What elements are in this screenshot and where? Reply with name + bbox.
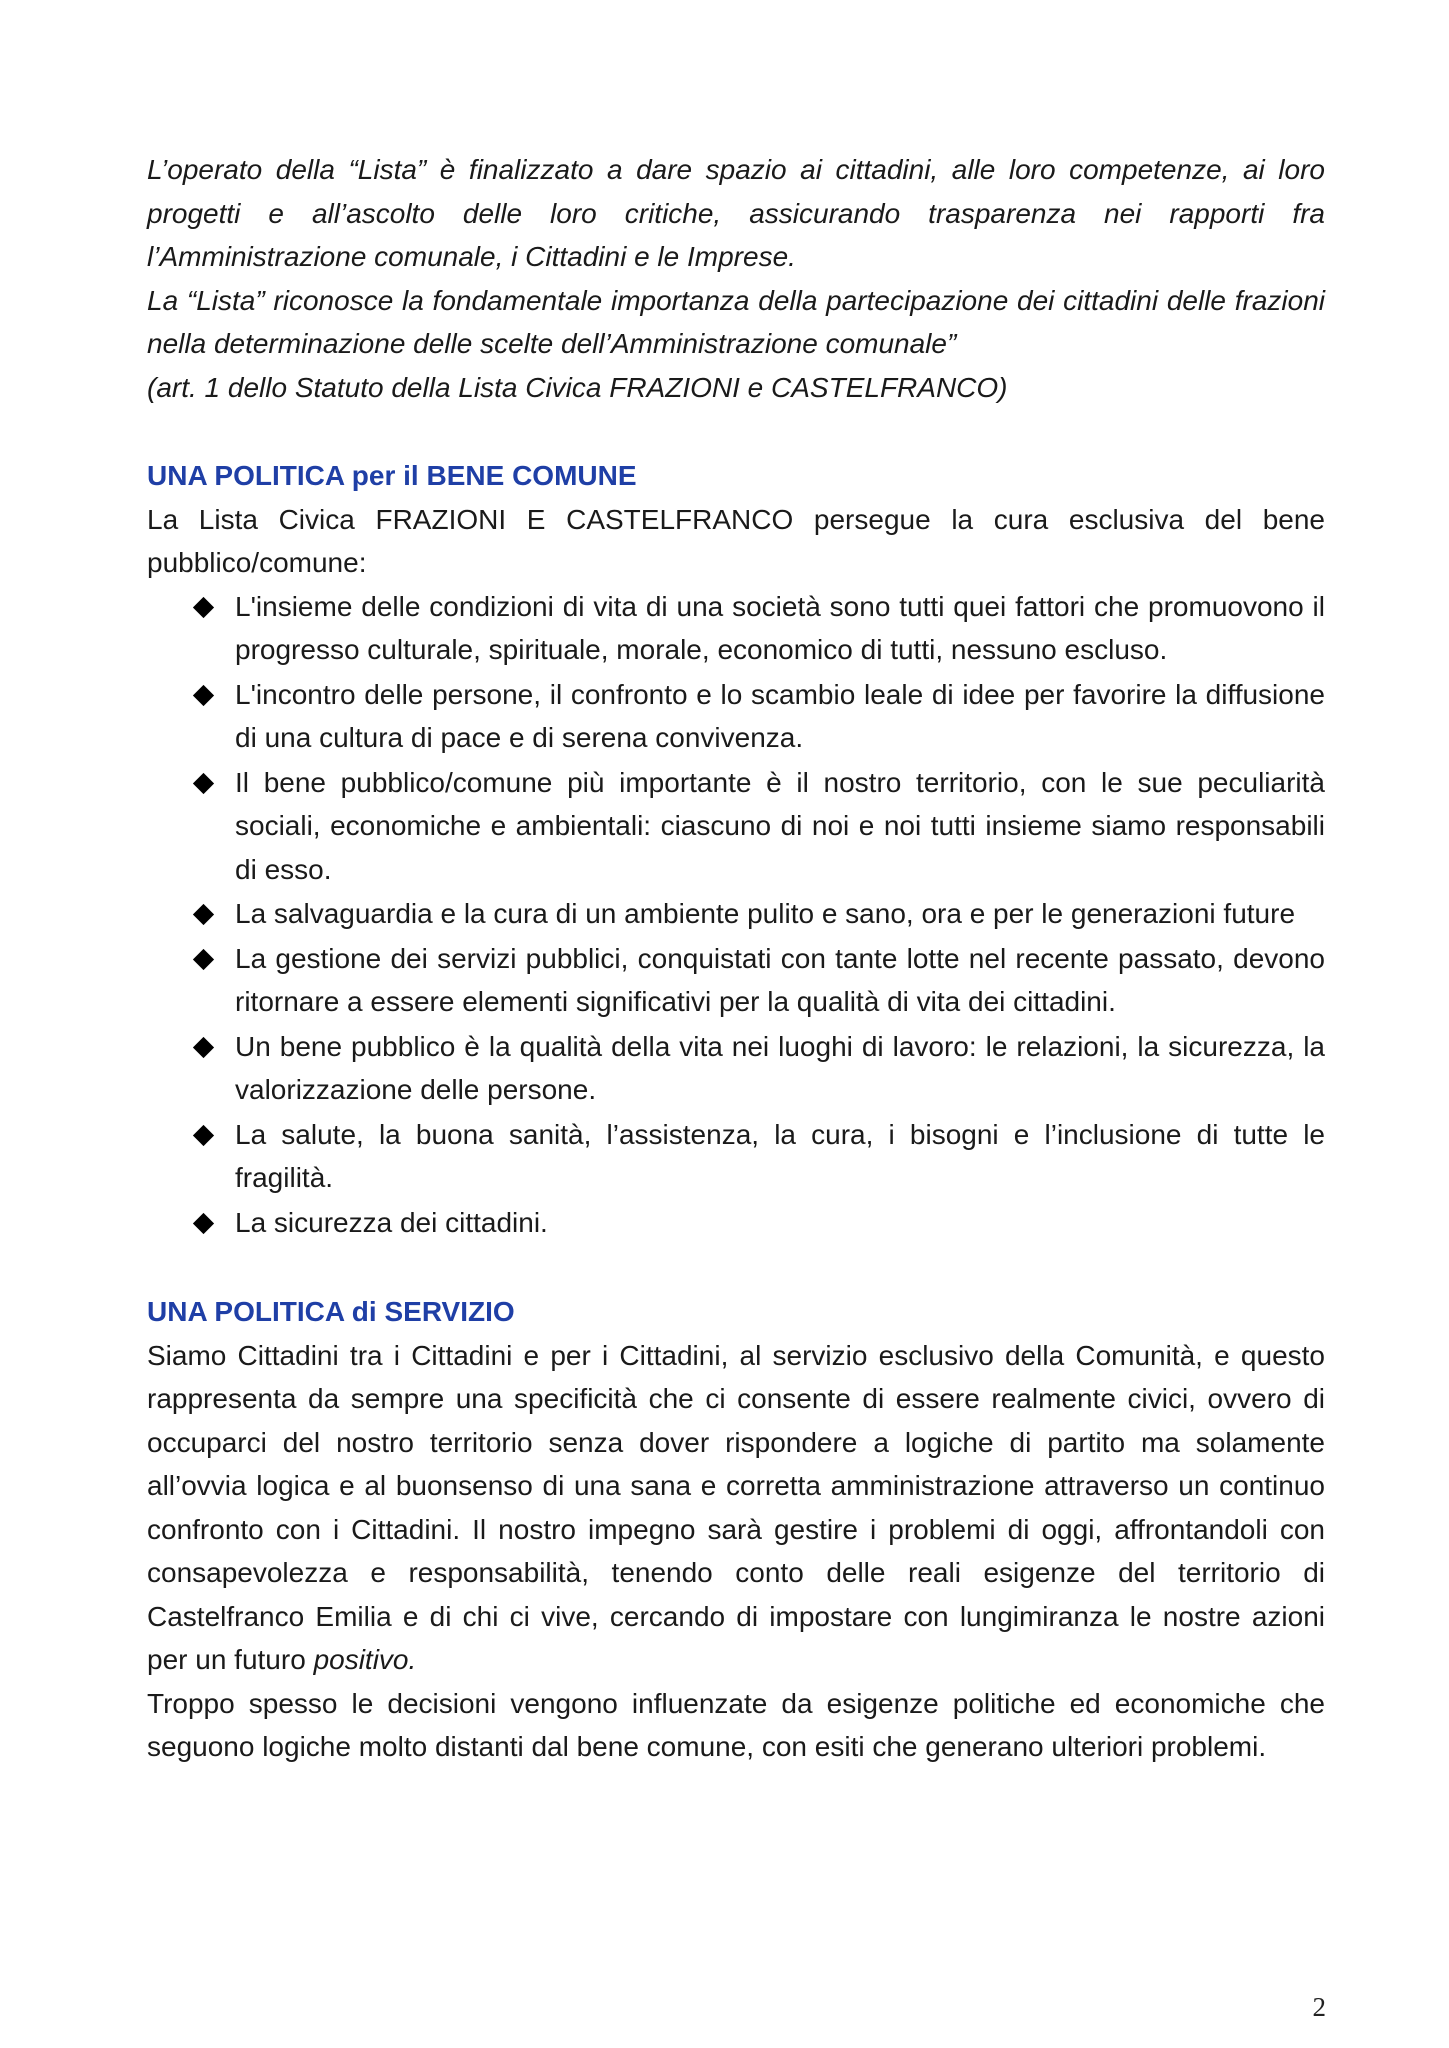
bullet-text: La gestione dei servizi pubblici, conquistati con tante lotte nel recente passato, devono ritornare a essere elementi significativi per la qualità di vita dei cittadini. (235, 942, 1325, 1017)
diamond-bullet-icon (193, 596, 214, 617)
list-item (147, 1025, 1325, 1112)
servizio-paragraph-2: Troppo spesso le decisioni vengono influenzate da esigenze politiche ed economiche che seguono logiche molto distanti dal bene comune, con esiti che generano ulteriori problemi. (147, 1687, 1325, 1762)
diamond-bullet-icon (193, 904, 214, 925)
servizio-paragraph-1-main: Siamo Cittadini tra i Cittadini e per i Cittadini, al servizio esclusivo della Comunità, e questo rappresenta da sempre una specificità che ci consente di essere realmente civici, ovvero di occuparci del nostro territorio senza dover rispondere a logiche di partito ma solamente all’ovvia logica e al buonsenso di una sana e corretta amministrazione attraverso un continuo confronto con i Cittadini. Il nostro impegno sarà gestire i problemi di oggi, affrontandoli con consapevolezza e responsabilità, tenendo conto delle reali esigenze del territorio di Castelfranco Emilia e di chi ci vive, cercando di impostare con lungimiranza le nostre azioni per un futuro (147, 1339, 1325, 1675)
page-content (147, 148, 1325, 1769)
servizio-paragraph-1-italic: positivo. (313, 1644, 417, 1675)
list-item (147, 761, 1325, 892)
heading-servizio: UNA POLITICA di SERVIZIO (147, 1296, 515, 1327)
diamond-bullet-icon (193, 772, 214, 793)
heading-bene-comune: UNA POLITICA per il BENE COMUNE (147, 460, 637, 491)
servizio-paragraph-1 (147, 1334, 1325, 1682)
diamond-bullet-icon (193, 1124, 214, 1145)
bullet-text: La salute, la buona sanità, l’assistenza, la cura, i bisogni e l’inclusione di tutte le fragilità. (235, 1118, 1325, 1193)
bullet-text: Un bene pubblico è la qualità della vita nei luoghi di lavoro: le relazioni, la sicurezza, la valorizzazione delle persone. (235, 1030, 1325, 1105)
section-spacer (147, 409, 1325, 454)
diamond-bullet-icon (193, 1036, 214, 1057)
bene-comune-bullet-list (147, 585, 1325, 1245)
bullet-text: La sicurezza dei cittadini. (235, 1206, 548, 1238)
bullet-text: La salvaguardia e la cura di un ambiente pulito e sano, ora e per le generazioni future (235, 898, 1296, 929)
bullet-text: L'insieme delle condizioni di vita di una società sono tutti quei fattori che promuovono il progresso culturale, spirituale, morale, economico di tutti, nessuno escluso. (235, 590, 1325, 665)
intro-paragraph-1: L’operato della “Lista” è finalizzato a dare spazio ai cittadini, alle loro competenze, ai loro progetti e all’ascolto delle loro critiche, assicurando trasparenza nei rapporti fra l’Amministrazione comunale, i Cittadini e le Imprese. (147, 154, 1325, 272)
list-item (147, 673, 1325, 760)
intro-citation: (art. 1 dello Statuto della Lista Civica FRAZIONI e CASTELFRANCO) (147, 371, 1008, 403)
page-number: 2 (1312, 1992, 1326, 2022)
diamond-bullet-icon (193, 684, 214, 705)
diamond-bullet-icon (193, 1212, 214, 1233)
list-item (147, 937, 1325, 1024)
list-item (147, 1113, 1325, 1200)
bullet-text: Il bene pubblico/comune più importante è il nostro territorio, con le sue peculiarità sociali, economiche e ambientali: ciascuno di noi e noi tutti insieme siamo responsabili di esso. (235, 766, 1325, 885)
list-item (147, 585, 1325, 672)
bene-comune-lead: La Lista Civica FRAZIONI E CASTELFRANCO persegue la cura esclusiva del bene pubblico/comune: (147, 503, 1325, 578)
intro-paragraph-2: La “Lista” riconosce la fondamentale importanza della partecipazione dei cittadini delle frazioni nella determinazione delle scelte dell’Amministrazione comunale” (147, 284, 1325, 359)
section-spacer (147, 1245, 1325, 1290)
diamond-bullet-icon (193, 948, 214, 969)
list-item (147, 892, 1325, 936)
list-item (147, 1201, 1325, 1245)
bullet-text: L'incontro delle persone, il confronto e lo scambio leale di idee per favorire la diffusione di una cultura di pace e di serena convivenza. (235, 678, 1325, 753)
